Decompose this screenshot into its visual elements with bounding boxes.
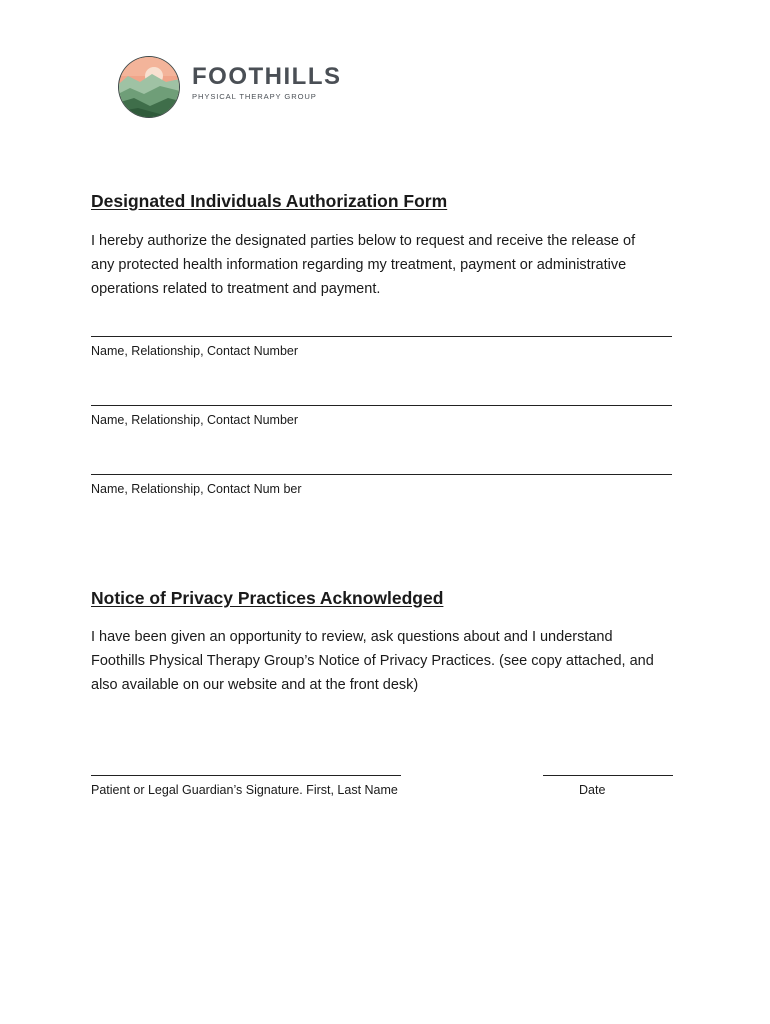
designee-3-signature-line[interactable] bbox=[91, 474, 672, 475]
mountain-sun-logo-icon bbox=[114, 54, 184, 120]
privacy-line-3: also available on our website and at the front desk) bbox=[91, 677, 419, 693]
date-line[interactable] bbox=[543, 775, 673, 776]
designee-1-caption: Name, Relationship, Contact Number bbox=[91, 344, 299, 358]
company-logo bbox=[114, 54, 342, 122]
patient-signature-line[interactable] bbox=[91, 775, 401, 776]
privacy-line-1: I have been given an opportunity to review, ask questions about and I understand bbox=[91, 629, 613, 645]
authorization-line-3: operations related to treatment and payment. bbox=[91, 281, 381, 297]
authorization-heading: Designated Individuals Authorization Form bbox=[91, 191, 448, 211]
logo-brand-name: FOOTHILLS bbox=[192, 63, 342, 90]
authorization-line-1: I hereby authorize the designated parties below to request and receive the release of bbox=[91, 233, 636, 249]
designee-1-signature-line[interactable] bbox=[91, 336, 672, 337]
date-caption: Date bbox=[579, 783, 606, 797]
designee-2-signature-line[interactable] bbox=[91, 405, 672, 406]
patient-signature-caption: Patient or Legal Guardian’s Signature. First, Last Name bbox=[91, 783, 398, 797]
logo-tagline: PHYSICAL THERAPY GROUP bbox=[192, 92, 317, 101]
authorization-line-2: any protected health information regarding my treatment, payment or administrative bbox=[91, 257, 627, 273]
privacy-paragraph bbox=[91, 625, 691, 697]
authorization-paragraph bbox=[91, 229, 691, 301]
designee-3-caption: Name, Relationship, Contact Num ber bbox=[91, 482, 302, 496]
designee-2-caption: Name, Relationship, Contact Number bbox=[91, 413, 299, 427]
privacy-heading: Notice of Privacy Practices Acknowledged bbox=[91, 588, 444, 608]
privacy-line-2: Foothills Physical Therapy Group’s Notice of Privacy Practices. (see copy attached, and bbox=[91, 653, 654, 669]
